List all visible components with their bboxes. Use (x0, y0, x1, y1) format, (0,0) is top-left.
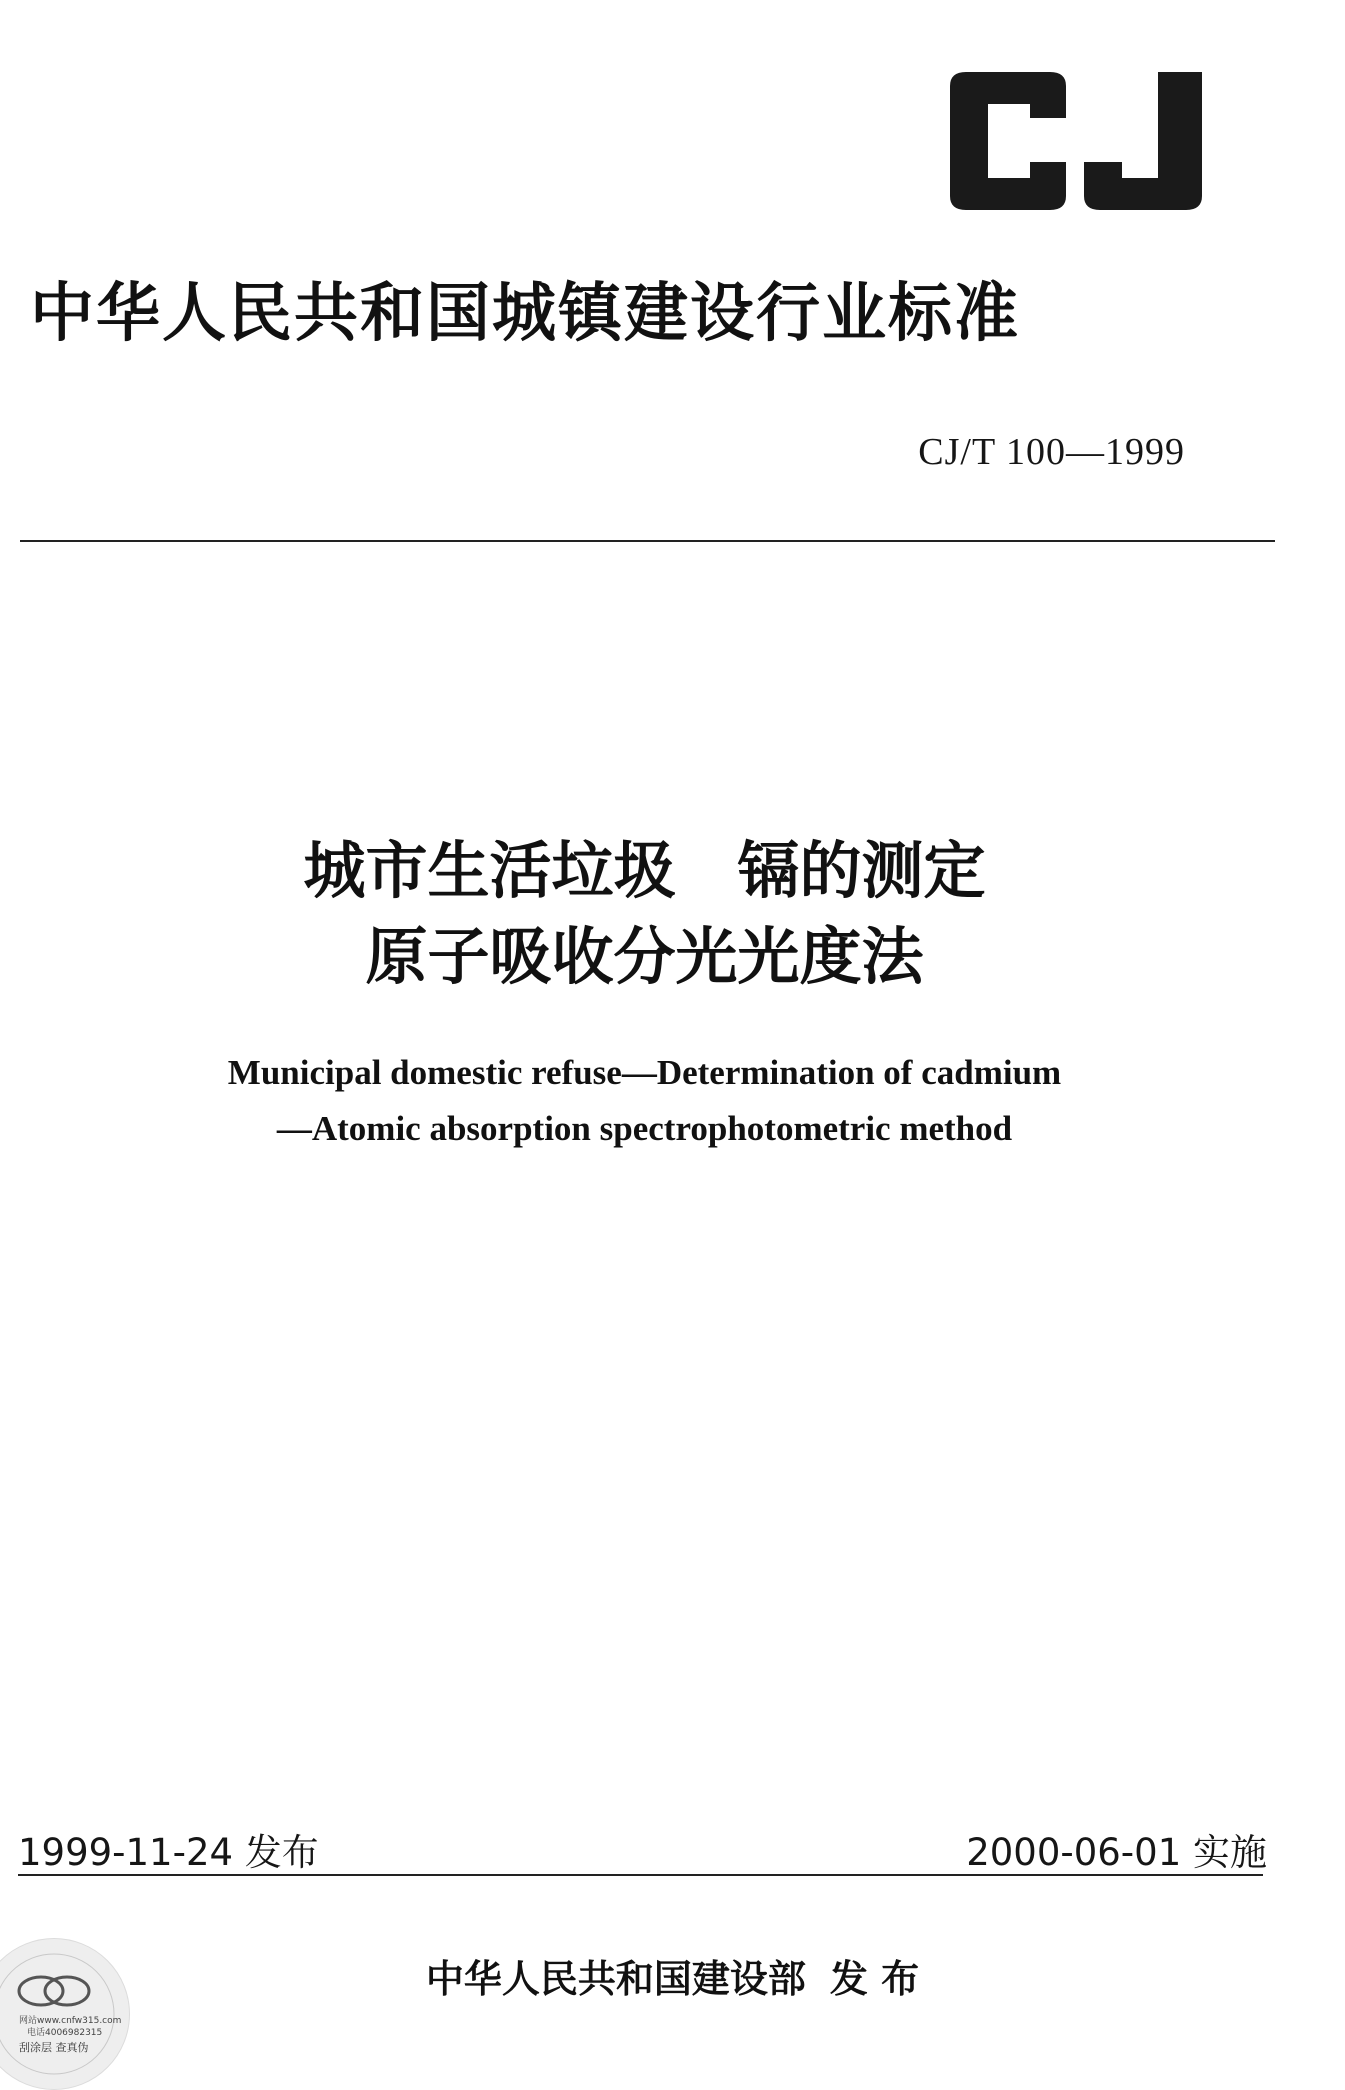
english-title-line-2: —Atomic absorption spectrophotometric method (276, 1109, 1013, 1148)
footer-divider (18, 1874, 1263, 1876)
issuer-line (0, 1948, 1345, 2003)
stamp-line-3: 刮涂层 查真伪 (19, 2041, 89, 2054)
cj-logo (930, 66, 1224, 216)
stamp-line-2: 电话4006982315 (27, 2028, 103, 2038)
stamp-graphic (0, 1939, 129, 2089)
issuer-name: 中华人民共和国建设部 (425, 1957, 806, 2001)
english-title-line-1: Municipal domestic refuse—Determination of cadmium (227, 1053, 1062, 1092)
stamp-line-1: 网站www.cnfw315.com (19, 2016, 122, 2026)
anti-counterfeit-stamp (0, 1938, 130, 2090)
implementation-date: 2000-06-01 实施 (966, 1831, 1267, 1874)
org-title: 中华人民共和国城镇建设行业标准 (30, 277, 1020, 351)
chinese-title-line-2: 原子吸收分光光度法 (365, 920, 924, 993)
issue-date: 1999-11-24 发布 (18, 1831, 319, 1874)
cj-logo-mark (930, 66, 1224, 216)
standard-number: CJ/T 100—1999 (918, 431, 1185, 473)
header-divider (20, 540, 1275, 542)
chinese-title-line-1: 城市生活垃圾 镉的测定 (303, 834, 986, 907)
issuer-action: 发 布 (829, 1957, 920, 2001)
